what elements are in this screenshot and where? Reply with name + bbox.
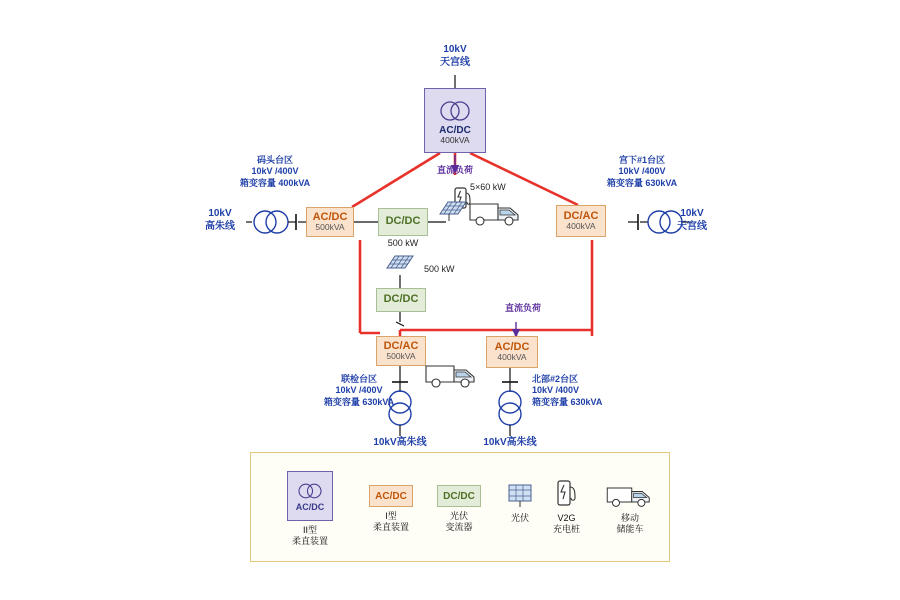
bottom-left-feeder-label: 10kV高朱线 bbox=[373, 437, 427, 448]
legend-storage-cap1: 移动 bbox=[620, 513, 639, 523]
legend-dev1-caption bbox=[373, 511, 409, 534]
bl-dcac-capacity: 500kVA bbox=[386, 351, 416, 362]
legend-pv-caption bbox=[511, 513, 529, 524]
bl-dcac-type: DC/AC bbox=[383, 339, 419, 352]
legend-v2g-cap1: V2G bbox=[557, 513, 576, 523]
left-feeder-voltage: 10kV bbox=[208, 208, 232, 219]
transformer-icon-legend bbox=[293, 480, 327, 502]
gongxia-line2: 箱变容量 630kVA bbox=[606, 177, 678, 188]
left-feeder-label bbox=[192, 208, 248, 233]
left-acdc-converter[interactable] bbox=[306, 207, 354, 237]
legend-pvconv-symbol: DC/DC bbox=[437, 485, 481, 507]
legend-storage-cap2: 储能车 bbox=[616, 524, 644, 535]
mid-dcdc-capacity: 500 kW bbox=[424, 264, 455, 274]
matou-line1: 10kV /400V bbox=[251, 166, 299, 177]
legend-item-mobile-storage bbox=[603, 481, 657, 536]
top-dc-load-label: 直流负荷 bbox=[436, 165, 473, 175]
top-source-label bbox=[418, 44, 492, 69]
legend-dev1-symbol: AC/DC bbox=[369, 485, 413, 507]
truck-icon bbox=[468, 196, 524, 230]
bottom-right-acdc-converter[interactable] bbox=[486, 336, 538, 368]
lianjian-line2: 箱变容量 630kVA bbox=[323, 396, 395, 407]
lianjian-line1: 10kV /400V bbox=[335, 385, 383, 396]
lianjian-area-label bbox=[300, 374, 418, 408]
charging-pile-icon-legend bbox=[554, 479, 580, 509]
legend-v2g-cap2: 充电桩 bbox=[553, 524, 581, 535]
gongxia-area-label bbox=[574, 155, 710, 189]
right-dcac-type: DC/AC bbox=[563, 209, 599, 222]
beibu-area-label bbox=[532, 374, 654, 408]
right-dcac-converter[interactable] bbox=[556, 205, 606, 237]
top-device-capacity: 400kVA bbox=[440, 135, 470, 146]
left-dcdc-capacity: 500 kW bbox=[387, 238, 419, 248]
top-flexible-device[interactable] bbox=[424, 88, 486, 153]
legend-item-pv bbox=[505, 483, 535, 524]
legend-dev1-cap2: 柔直装置 bbox=[372, 522, 409, 533]
legend-item-v2g bbox=[553, 479, 580, 536]
legend-dev2-caption bbox=[292, 525, 328, 548]
legend-pvconv-cap2: 变流器 bbox=[445, 522, 473, 533]
pv-panel-icon bbox=[438, 200, 468, 222]
br-acdc-capacity: 400kVA bbox=[497, 352, 527, 363]
top-device-type: AC/DC bbox=[439, 124, 471, 136]
truck-icon-legend bbox=[603, 481, 657, 509]
transformer-icon bbox=[435, 96, 475, 126]
left-acdc-capacity: 500kVA bbox=[315, 222, 345, 233]
left-dcdc-converter[interactable] bbox=[378, 208, 428, 236]
legend-item-dev1 bbox=[369, 485, 413, 534]
matou-name: 码头台区 bbox=[256, 155, 293, 165]
pv-panel-icon-legend bbox=[505, 483, 535, 509]
legend-v2g-caption bbox=[553, 513, 580, 536]
matou-line2: 箱变容量 400kVA bbox=[239, 177, 311, 188]
pv-panel-icon-mid bbox=[385, 254, 415, 276]
mid-dcdc-type: DC/DC bbox=[383, 293, 419, 306]
truck-icon-bottom bbox=[424, 358, 480, 392]
right-feeder-name: 天宫线 bbox=[677, 220, 707, 232]
bottom-dc-load-label: 直流负荷 bbox=[504, 303, 541, 313]
bottom-left-dcac-converter[interactable] bbox=[376, 336, 426, 366]
legend-pvconv-caption bbox=[445, 511, 472, 534]
legend-panel bbox=[250, 452, 670, 562]
beibu-line2: 箱变容量 630kVA bbox=[532, 396, 603, 407]
legend-dev1-cap1: I型 bbox=[385, 511, 397, 521]
lianjian-name: 联检台区 bbox=[340, 374, 377, 384]
matou-area-label bbox=[210, 155, 340, 189]
br-acdc-type: AC/DC bbox=[494, 340, 530, 353]
legend-dev2-symbol bbox=[287, 471, 333, 521]
gongxia-line1: 10kV /400V bbox=[618, 166, 666, 177]
mid-dcdc-converter[interactable] bbox=[376, 288, 426, 312]
legend-dev2-text: AC/DC bbox=[295, 502, 325, 512]
legend-item-dev2 bbox=[287, 471, 333, 548]
legend-dev2-cap1: II型 bbox=[302, 525, 317, 535]
left-acdc-type: AC/DC bbox=[312, 210, 348, 223]
left-feeder-name: 高朱线 bbox=[205, 220, 235, 232]
legend-item-pv-conv bbox=[437, 485, 481, 534]
top-source-name: 天宫线 bbox=[440, 56, 470, 68]
right-feeder-voltage: 10kV bbox=[680, 208, 704, 219]
beibu-line1: 10kV /400V bbox=[532, 385, 580, 396]
gongxia-name: 宫下#1台区 bbox=[618, 155, 665, 165]
legend-storage-caption bbox=[616, 513, 643, 536]
top-dc-load-detail: 5×60 kW bbox=[470, 182, 506, 192]
legend-pv-cap1: 光伏 bbox=[510, 513, 529, 523]
legend-dev2-cap2: 柔直装置 bbox=[291, 536, 328, 547]
left-dcdc-type: DC/DC bbox=[385, 215, 421, 228]
bottom-right-feeder-label: 10kV高朱线 bbox=[483, 437, 537, 448]
beibu-name: 北部#2台区 bbox=[532, 374, 579, 384]
legend-pvconv-cap1: 光伏 bbox=[449, 511, 468, 521]
top-source-voltage: 10kV bbox=[443, 44, 467, 55]
right-feeder-label bbox=[664, 208, 720, 233]
right-dcac-capacity: 400kVA bbox=[566, 221, 596, 232]
